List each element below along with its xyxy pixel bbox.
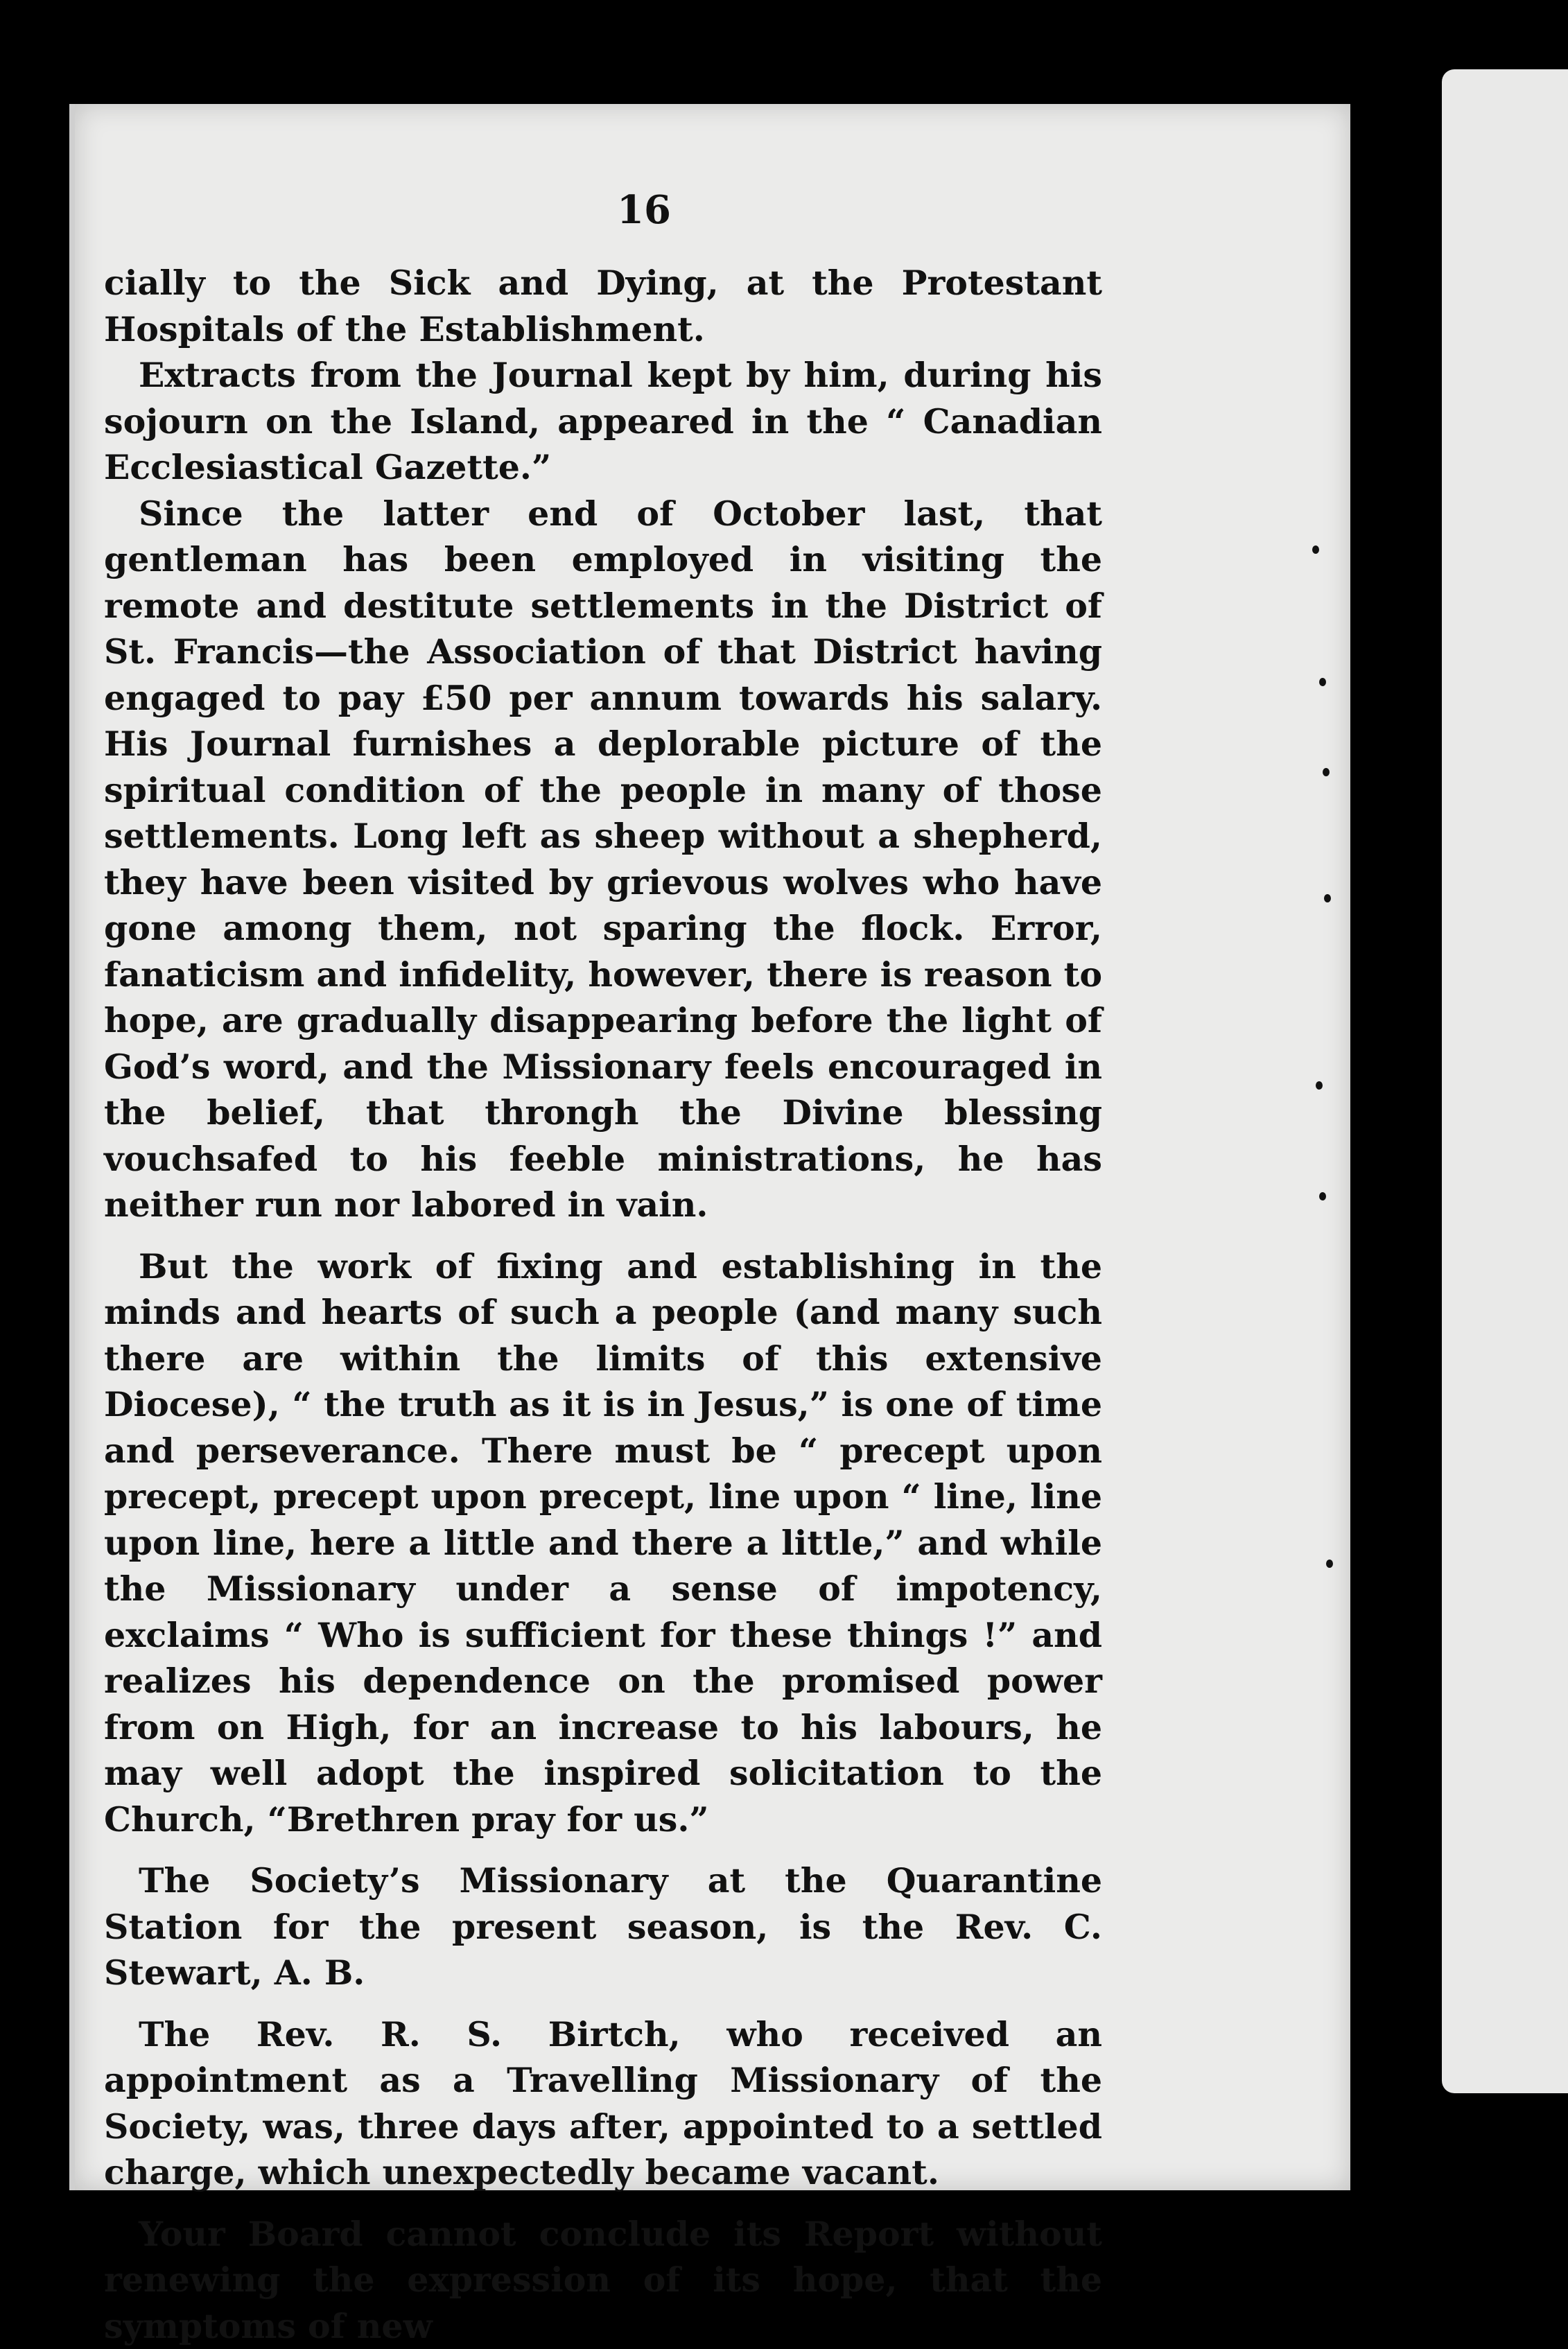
paragraph: The Rev. R. S. Birtch, who received an appointment as a Travelling Missionary of the Society, was, three days after, appointed to a settled charge, which unexpectedly became vacant. — [104, 2011, 1102, 2196]
ink-speck — [1312, 545, 1319, 554]
paragraph: The Society’s Missionary at the Quarantine Station for the present season, is the Rev. C. Stewart, A. B. — [104, 1858, 1102, 1996]
paragraph: Your Board cannot conclude its Report without renewing the expression of its hope, that the symptoms of new — [104, 2211, 1102, 2349]
body-text — [104, 260, 1102, 2349]
ink-speck — [1316, 1081, 1323, 1090]
paragraph: But the work of fixing and establishing in the minds and hearts of such a people (and many such there are within the limits of this extensive Diocese), “ the truth as it is in Jesus,” is one of time and perseverance. There must be “ precept upon precept, precept upon precept, line upon “ line, line upon line, here a little and there a little,” and while the Missionary under a sense of impotency, exclaims “ Who is sufficient for these things !” and realizes his dependence on the promised power from on High, for an increase to his labours, he may well adopt the inspired solicitation to the Church, “Brethren pray for us.” — [104, 1243, 1102, 1843]
paragraph: cially to the Sick and Dying, at the Protestant Hospitals of the Establishment. — [104, 260, 1102, 352]
adjacent-page-edge — [1442, 69, 1568, 2093]
page-number: 16 — [617, 187, 671, 233]
ink-speck — [1326, 1560, 1333, 1568]
ink-speck — [1324, 894, 1331, 902]
paragraph: Since the latter end of October last, that gentleman has been employed in visiting the remote and destitute settlements in the District of St. Francis—the Association of that District having engaged to pay £50 per annum towards his salary. His Journal furnishes a deplorable picture of the spiritual condition of the people in many of those settlements. Long left as sheep without a shepherd, they have been visited by grievous wolves who have gone among them, not sparing the flock. Error, fanaticism and infidelity, however, there is reason to hope, are gradually disappearing before the light of God’s word, and the Missionary feels encouraged in the belief, that throngh the Divine blessing vouchsafed to his feeble ministrations, he has neither run nor labored in vain. — [104, 491, 1102, 1228]
paragraph: Extracts from the Journal kept by him, during his sojourn on the Island, appeared in the “ Canadian Ecclesiastical Gazette.” — [104, 352, 1102, 491]
ink-speck — [1323, 768, 1330, 776]
ink-speck — [1319, 678, 1326, 686]
ink-speck — [1319, 1192, 1326, 1200]
